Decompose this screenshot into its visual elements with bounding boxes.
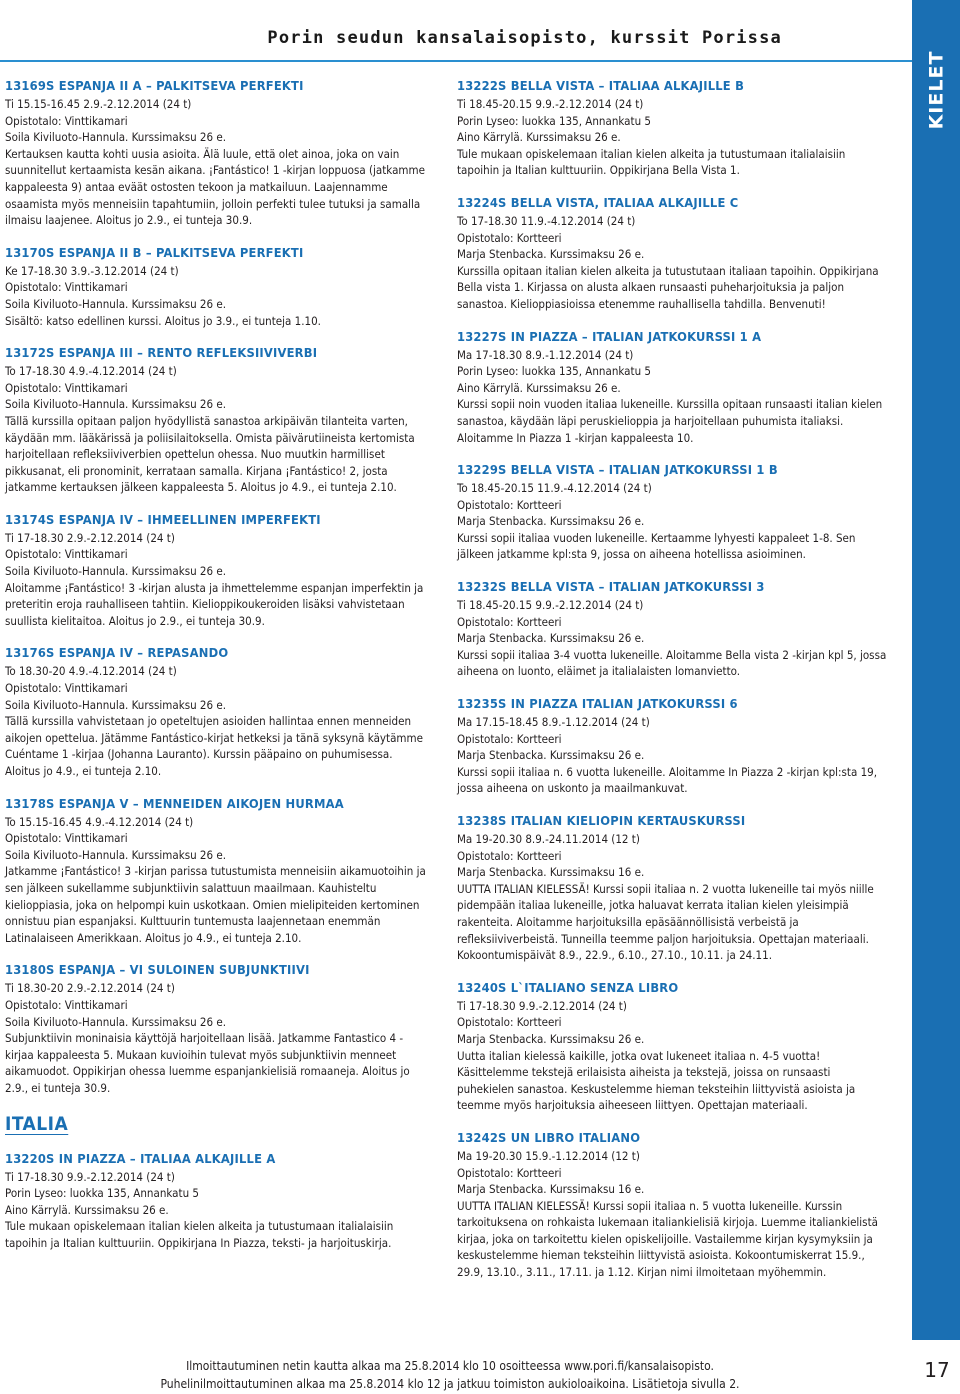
- page-number: 17: [924, 1358, 950, 1382]
- course-teacher-fee: Soila Kiviluoto-Hannula. Kurssimaksu 26 e.: [5, 130, 227, 145]
- course-entry: [5, 512, 430, 630]
- course-title: 13174S ESPANJA IV – IHMEELLINEN IMPERFEKTI: [5, 512, 321, 528]
- page-header: [0, 0, 912, 60]
- course-location: Porin Lyseo: luokka 135, Annankatu 5: [457, 364, 651, 379]
- course-description: Tule mukaan opiskelemaan italian kielen alkeita ja tutustumaan italialaisiin tapoihin ja Italian kulttuuriin. Oppikirjana Bella Vista 1.: [457, 146, 846, 178]
- course-schedule: To 18.30-20 4.9.-4.12.2014 (24 t): [5, 664, 177, 679]
- footer-registration-online: Ilmoittautuminen netin kautta alkaa ma 25.8.2014 klo 10 osoitteessa www.pori.fi/kansalaisopisto.: [186, 1359, 714, 1373]
- course-title: 13172S ESPANJA III – RENTO REFLEKSIIVIVERBI: [5, 346, 318, 362]
- course-entry: [457, 195, 889, 313]
- course-entry: [5, 1151, 430, 1252]
- course-description: UUTTA ITALIAN KIELESSÄ! Kurssi sopii italiaa n. 5 vuotta lukeneille. Kurssin tarkoituksena on rohkaista lukemaan italiankielisiä kirjoja. Luemme italiankielistä kirjaa, joka on tarkoitettu kielen opiskelijoille. Vastailemme kirjan kysymyksiin ja keskustelemme hieman teksteihin liittyvistä asioista. Kokoontumiskerrat 15.9., 29.9, 13.10., 3.11., 17.11. ja 1.12. Kirjan nimi ilmoitetaan myöhemmin.: [457, 1198, 878, 1280]
- course-teacher-fee: Marja Stenbacka. Kurssimaksu 26 e.: [457, 1031, 645, 1046]
- course-entry: [457, 1130, 889, 1281]
- course-location: Opistotalo: Kortteeri: [457, 614, 562, 629]
- course-entry: [457, 462, 889, 563]
- course-entry: [5, 245, 430, 329]
- course-description: Kurssi sopii italiaa vuoden lukeneille. Kertaamme lyhyesti kappaleet 1-8. Sen jälkeen jatkamme kpl:sta 9, jossa on aiheena hotellissa asioiminen.: [457, 530, 856, 562]
- course-location: Porin Lyseo: luokka 135, Annankatu 5: [5, 1186, 199, 1201]
- course-title: 13235S IN PIAZZA ITALIAN JATKOKURSSI 6: [457, 697, 738, 713]
- footer-registration-phone: Puhelinilmoittautuminen alkaa ma 25.8.2014 klo 12 ja jatkuu toimiston aukioloaikoina. Lisätietoja sivulla 2.: [160, 1377, 740, 1391]
- italian-course-list-left: [5, 1151, 430, 1252]
- course-description: Tällä kurssilla vahvistetaan jo opeteltujen asioiden hallintaa ennen menneiden aikojen opettelua. Jätämme Fantástico-kirjat hetkeksi ja tänä syksynä käytämme Cuéntame 1 -kirjaa (Johanna Lauranto). Kurssin pääpaino on puhumisessa. Aloitus jo 4.9., ei tunteja 2.10.: [5, 714, 423, 778]
- course-location: Opistotalo: Vinttikamari: [5, 831, 128, 846]
- course-description: UUTTA ITALIAN KIELESSÄ! Kurssi sopii italiaa n. 2 vuotta lukeneille tai myös niille pidempään italiaa lukeneille, jotka haluavat kerrata italian kielen yleisimpiä rakenteita. Aloitamme harjoituksilla epäsäännöllisistä verbeistä ja refleksiiviverbeistä. Tunneilla teemme paljon harjoituksia. Opettajan materiaali. Kokoontumispäivät 8.9., 22.9., 6.10., 27.10., 10.11. ja 24.11.: [457, 881, 874, 963]
- course-entry: [457, 980, 889, 1114]
- course-schedule: Ti 17-18.30 9.9.-2.12.2014 (24 t): [457, 998, 627, 1013]
- course-teacher-fee: Aino Kärrylä. Kurssimaksu 26 e.: [457, 130, 621, 145]
- course-location: Opistotalo: Vinttikamari: [5, 380, 128, 395]
- course-title: 13222S BELLA VISTA – ITALIAA ALKAJILLE B: [457, 79, 745, 94]
- course-teacher-fee: Aino Kärrylä. Kurssimaksu 26 e.: [5, 1202, 169, 1217]
- course-schedule: Ma 17-18.30 8.9.-1.12.2014 (24 t): [457, 347, 634, 362]
- course-location: Opistotalo: Kortteeri: [457, 731, 562, 746]
- course-entry: [5, 796, 430, 947]
- course-entry: [457, 78, 889, 179]
- course-title: 13176S ESPANJA IV – REPASANDO: [5, 646, 229, 662]
- course-schedule: Ti 18.45-20.15 9.9.-2.12.2014 (24 t): [457, 97, 644, 111]
- course-entry: [5, 645, 430, 779]
- course-description: Kurssi sopii italiaa 3-4 vuotta lukeneille. Aloitamme Bella vista 2 -kirjan kpl 5, jossa aiheena on luonto, eläimet ja italialaisten lomanvietto.: [457, 647, 887, 679]
- course-schedule: Ke 17-18.30 3.9.-3.12.2014 (24 t): [5, 263, 179, 278]
- course-schedule: To 15.15-16.45 4.9.-4.12.2014 (24 t): [5, 814, 194, 829]
- course-description: Kurssi sopii italiaa n. 6 vuotta lukeneille. Aloitamme In Piazza 2 -kirjan kpl:sta 19, jossa aiheena on uskonto ja maailmankuvat.: [457, 764, 878, 796]
- course-description: Sisältö: katso edellinen kurssi. Aloitus jo 3.9., ei tunteja 1.10.: [5, 313, 321, 328]
- course-schedule: Ma 19-20.30 15.9.-1.12.2014 (12 t): [457, 1148, 640, 1163]
- course-description: Kurssilla opitaan italian kielen alkeita ja tutustutaan italiaan tapoihin. Oppikirjana Bella vista 1. Kirjassa on alusta alkaen runsaasti puheharjoituksia ja paljon sanastoa. Kielioppiasioissa etenemme rauhallisella tahdilla. Benvenuti!: [457, 263, 879, 311]
- course-schedule: Ma 17.15-18.45 8.9.-1.12.2014 (24 t): [457, 715, 650, 730]
- left-column: [5, 78, 430, 1267]
- course-location: Opistotalo: Kortteeri: [457, 848, 562, 863]
- course-location: Opistotalo: Kortteeri: [457, 497, 562, 512]
- course-schedule: To 18.45-20.15 11.9.-4.12.2014 (24 t): [457, 481, 652, 496]
- course-teacher-fee: Soila Kiviluoto-Hannula. Kurssimaksu 26 e.: [5, 564, 227, 579]
- course-schedule: To 17-18.30 11.9.-4.12.2014 (24 t): [457, 213, 636, 228]
- course-teacher-fee: Soila Kiviluoto-Hannula. Kurssimaksu 26 e.: [5, 296, 227, 311]
- course-entry: [5, 345, 430, 496]
- section-sidebar: [912, 0, 960, 1340]
- course-teacher-fee: Aino Kärrylä. Kurssimaksu 26 e.: [457, 380, 621, 395]
- course-location: Opistotalo: Vinttikamari: [5, 681, 128, 696]
- course-title: 13238S ITALIAN KIELIOPIN KERTAUSKURSSI: [457, 814, 746, 829]
- course-entry: [5, 962, 430, 1096]
- page-footer: [0, 1357, 900, 1393]
- course-title: 13224S BELLA VISTA, ITALIAA ALKAJILLE C: [457, 195, 739, 211]
- course-teacher-fee: Marja Stenbacka. Kurssimaksu 16 e.: [457, 1182, 645, 1197]
- course-schedule: Ti 18.45-20.15 9.9.-2.12.2014 (24 t): [457, 598, 644, 613]
- course-teacher-fee: Soila Kiviluoto-Hannula. Kurssimaksu 26 e.: [5, 697, 227, 712]
- course-schedule: To 17-18.30 4.9.-4.12.2014 (24 t): [5, 364, 177, 379]
- course-location: Porin Lyseo: luokka 135, Annankatu 5: [457, 113, 651, 128]
- course-location: Opistotalo: Kortteeri: [457, 230, 562, 245]
- right-column: [457, 78, 889, 1297]
- course-title: 13240S L`ITALIANO SENZA LIBRO: [457, 980, 679, 996]
- course-teacher-fee: Marja Stenbacka. Kurssimaksu 26 e.: [457, 748, 645, 763]
- course-description: Uutta italian kielessä kaikille, jotka ovat lukeneet italiaa n. 4-5 vuotta! Käsittelemme tekstejä erilaisista aiheista ja tekstejä, joissa on runsaasti puhekielen sanastoa. Keskustelemme hieman teksteihin liittyvistä asioista ja teemme myös harjoituksia aiheeseen liittyen. Opettajan materiaali.: [457, 1048, 856, 1113]
- course-location: Opistotalo: Vinttikamari: [5, 280, 128, 295]
- course-schedule: Ti 17-18.30 2.9.-2.12.2014 (24 t): [5, 530, 175, 545]
- course-description: Jatkamme ¡Fantástico! 3 -kirjan parissa tutustumista menneisiin aikamuotoihin ja sen jälkeen sukellamme subjunktiivin salattuun maailmaan. Kauhisteltu kielioppiasia, joka on helpompi kuin uskotkaan. Omien mielipiteiden kertominen onnistuu pian espanjaksi. Kulttuurin tuntemusta laajennetaan enemmän Latinalaiseen Amerikkaan. Aloitus jo 4.9., ei tunteja 2.10.: [5, 864, 426, 945]
- section-heading-italia: ITALIA: [5, 1112, 69, 1135]
- course-teacher-fee: Soila Kiviluoto-Hannula. Kurssimaksu 26 e.: [5, 1014, 227, 1029]
- spanish-course-list: [5, 78, 430, 1097]
- course-location: Opistotalo: Kortteeri: [457, 1165, 562, 1180]
- course-teacher-fee: Soila Kiviluoto-Hannula. Kurssimaksu 26 e.: [5, 397, 227, 412]
- course-schedule: Ti 17-18.30 9.9.-2.12.2014 (24 t): [5, 1169, 175, 1184]
- course-teacher-fee: Marja Stenbacka. Kurssimaksu 26 e.: [457, 247, 645, 262]
- course-teacher-fee: Marja Stenbacka. Kurssimaksu 26 e.: [457, 514, 645, 529]
- course-title: 13169S ESPANJA II A – PALKITSEVA PERFEKTI: [5, 79, 304, 94]
- course-description: Tällä kurssilla opitaan paljon hyödyllistä sanastoa arkipäivän tilanteita varten, käydään mm. lääkärissä ja poliisilaitoksella. Omista päivärutiineista kertomista harjoitellaan refleksiiviverbien opettelun ohessa. Nuo muutkin harmilliset pikkusanat, eli pronominit, kerrataan samalla. Kirjana ¡Fantástico! 2, josta jatkamme kertauksen jälkeen kappaleesta 5. Aloitus jo 4.9., ei tunteja 2.10.: [5, 413, 415, 495]
- header-divider: [0, 60, 912, 62]
- course-location: Opistotalo: Vinttikamari: [5, 997, 128, 1012]
- course-title: 13170S ESPANJA II B – PALKITSEVA PERFEKTI: [5, 245, 304, 261]
- course-location: Opistotalo: Kortteeri: [457, 1015, 562, 1030]
- italian-course-list-right: [457, 78, 889, 1281]
- course-entry: [5, 78, 430, 229]
- course-teacher-fee: Soila Kiviluoto-Hannula. Kurssimaksu 26 e.: [5, 847, 227, 862]
- course-entry: [457, 329, 889, 447]
- course-description: Kurssi sopii noin vuoden italiaa lukeneille. Kurssilla opitaan runsaasti italian kielen sanastoa, käydään läpi peruskielioppia ja harjoitellaan puhumista italiaksi. Aloitamme In Piazza 1 -kirjan kappaleesta 10.: [457, 397, 883, 445]
- course-title: 13232S BELLA VISTA – ITALIAN JATKOKURSSI 3: [457, 580, 765, 596]
- course-description: Tule mukaan opiskelemaan italian kielen alkeita ja tutustumaan italialaisiin tapoihin ja Italian kulttuuriin. Oppikirjana In Piazza, teksti- ja harjoituskirja.: [5, 1219, 394, 1250]
- course-schedule: Ma 19-20.30 8.9.-24.11.2014 (12 t): [457, 832, 640, 846]
- page-title: Porin seudun kansalaisopisto, kurssit Porissa: [267, 28, 782, 48]
- course-schedule: Ti 18.30-20 2.9.-2.12.2014 (24 t): [5, 981, 175, 996]
- course-location: Opistotalo: Vinttikamari: [5, 547, 128, 562]
- section-label-text: KIELET: [925, 50, 948, 130]
- course-description: Subjunktiivin moninaisia käyttöjä harjoitellaan lisää. Jatkamme Fantastico 4 -kirjaa kappaleesta 5. Mukaan kuvioihin tulevat myös subjunktiivin menneet aikamuodot. Oppikirjan ohessa luemme espanjankielisiä romaaneja. Aloitus jo 2.9., ei tunteja 30.9.: [5, 1031, 410, 1095]
- course-title: 13220S IN PIAZZA – ITALIAA ALKAJILLE A: [5, 1151, 276, 1167]
- course-title: 13242S UN LIBRO ITALIANO: [457, 1130, 641, 1146]
- course-entry: [457, 579, 889, 680]
- course-title: 13180S ESPANJA – VI SULOINEN SUBJUNKTIIVI: [5, 963, 310, 979]
- course-entry: [457, 813, 889, 964]
- course-schedule: Ti 15.15-16.45 2.9.-2.12.2014 (24 t): [5, 97, 192, 111]
- course-title: 13227S IN PIAZZA – ITALIAN JATKOKURSSI 1 A: [457, 329, 762, 345]
- course-description: Aloitamme ¡Fantástico! 3 -kirjan alusta ja ihmettelemme espanjan imperfektin ja preteritin eroja rauhalliseen tahtiin. Kielioppikoukeroiden lisäksi vahvistetaan suullista kielitaitoa. Aloitus jo 2.9., ei tunteja 30.9.: [5, 580, 424, 628]
- course-teacher-fee: Marja Stenbacka. Kurssimaksu 16 e.: [457, 865, 645, 880]
- course-title: 13229S BELLA VISTA – ITALIAN JATKOKURSSI 1 B: [457, 463, 778, 479]
- course-location: Opistotalo: Vinttikamari: [5, 113, 128, 128]
- course-teacher-fee: Marja Stenbacka. Kurssimaksu 26 e.: [457, 631, 645, 646]
- course-entry: [457, 696, 889, 797]
- section-label: [916, 45, 956, 135]
- course-title: 13178S ESPANJA V – MENNEIDEN AIKOJEN HURMAA: [5, 796, 344, 812]
- course-description: Kertauksen kautta kohti uusia asioita. Älä luule, että olet ainoa, joka on vain suunnitellut kertaamista kesän aikana. ¡Fantástico! 1 -kirjan loppuosa (jatkamme kappaleesta 9) antaa eväät ostosten tekoon ja matkailuun. Laajennamme osaamista myös menneisiin tapahtumiin, jolloin perfekti tulee tutuksi ja samalla ilmaisu laajenee. Aloitus jo 2.9., ei tunteja 30.9.: [5, 146, 425, 228]
